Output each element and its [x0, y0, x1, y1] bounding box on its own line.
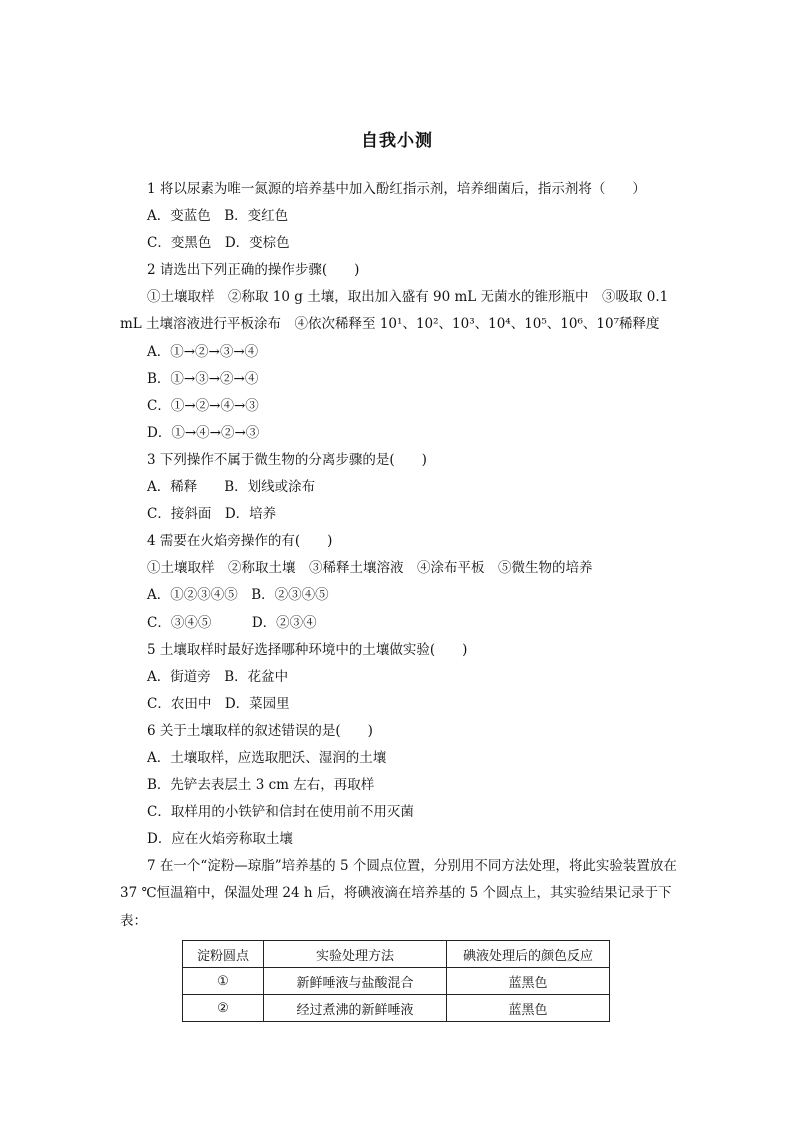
question-2-option-d: D．①→④→②→③: [147, 424, 260, 441]
question-7-stem: 7 在一个“淀粉—琼脂”培养基的 5 个圆点位置，分别用不同方法处理，将此实验装置放在 37 ℃恒温箱中，保温处理 24 h 后，将碘液滴在培养基的 5 个圆点上，其实验结果记录于下表：: [120, 858, 677, 929]
question-2-stem: 2 请选出下列正确的操作步骤( ): [147, 262, 360, 279]
results-table: [182, 940, 610, 1022]
question-1-stem: 1 将以尿素为唯一氮源的培养基中加入酚红指示剂，培养细菌后，指示剂将（ ）: [147, 181, 646, 197]
table-cell: 新鲜唾液与盐酸混合: [264, 968, 447, 995]
question-6-option-b: B．先铲去表层土 3 cm 左右，再取样: [147, 777, 375, 794]
table-cell: ①: [183, 968, 264, 995]
question-6-stem: 6 关于土壤取样的叙述错误的是( ): [147, 722, 373, 739]
question-3-options-cd: C．接斜面 D．培养: [147, 506, 277, 523]
question-3-options-ab: A．稀释 B．划线或涂布: [147, 479, 316, 496]
question-4-options-cd: C．③④⑤ D．②③④: [147, 614, 317, 631]
question-2-option-c: C．①→②→④→③: [147, 397, 259, 414]
question-list: [120, 176, 680, 935]
question-6-option-d: D．应在火焰旁称取土壤: [147, 831, 293, 848]
question-4-options-ab: A．①②③④⑤ B．②③④⑤: [147, 587, 329, 604]
question-3-stem: 3 下列操作不属于微生物的分离步骤的是( ): [147, 451, 427, 468]
question-4-items: ①土壤取样 ②称取土壤 ③稀释土壤溶液 ④涂布平板 ⑤微生物的培养: [147, 560, 593, 577]
question-5-stem: 5 土壤取样时最好选择哪种环境中的土壤做实验( ): [147, 641, 468, 658]
question-6-option-c: C．取样用的小铁铲和信封在使用前不用灭菌: [147, 804, 414, 821]
question-2-steps-line2: mL 土壤溶液进行平板涂布 ④依次稀释至 10¹、10²、10³、10⁴、10⁵、10⁶、10⁷稀释度: [120, 316, 660, 333]
question-1-options-ab: A．变蓝色 B．变红色: [147, 208, 289, 225]
table-header-cell: 碘液处理后的颜色反应: [447, 941, 610, 968]
question-6-option-a: A．土壤取样，应选取肥沃、湿润的土壤: [147, 749, 387, 766]
question-2-option-a: A．①→②→③→④: [147, 343, 259, 360]
table-cell: 蓝黑色: [447, 995, 610, 1022]
table-cell: ②: [183, 995, 264, 1022]
table-header-cell: 实验处理方法: [264, 941, 447, 968]
table-header-cell: 淀粉圆点: [183, 941, 264, 968]
question-2-option-b: B．①→③→②→④: [147, 370, 259, 387]
question-5-options-cd: C．农田中 D．菜园里: [147, 695, 290, 712]
question-5-options-ab: A．街道旁 B．花盆中: [147, 668, 289, 685]
table-header-row: [183, 941, 610, 968]
table-cell: 蓝黑色: [447, 968, 610, 995]
question-2-steps-line1: ①土壤取样 ②称取 10 g 土壤，取出加入盛有 90 mL 无菌水的锥形瓶中 ③吸取 0.1: [147, 289, 669, 306]
question-1-options-cd: C．变黑色 D．变棕色: [147, 235, 290, 252]
table-row: [183, 968, 610, 995]
table-row: [183, 995, 610, 1022]
table-cell: 经过煮沸的新鲜唾液: [264, 995, 447, 1022]
page-title: 自我小测: [361, 131, 433, 151]
question-4-stem: 4 需要在火焰旁操作的有( ): [147, 533, 333, 550]
